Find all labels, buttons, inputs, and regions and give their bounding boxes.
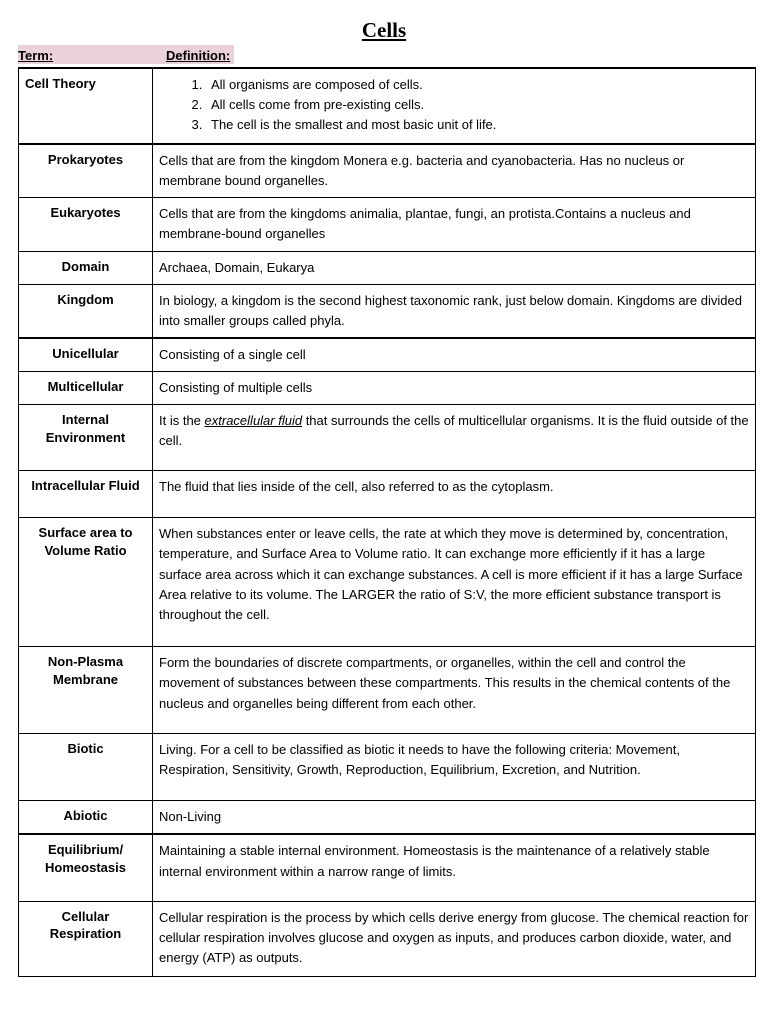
term-cell: Biotic — [19, 734, 153, 801]
term-cell: Non-Plasma Membrane — [19, 647, 153, 734]
table-row — [19, 734, 756, 801]
table-row — [19, 372, 756, 405]
definition-cell: When substances enter or leave cells, the rate at which they move is determined by, concentration, temperature, and Surface Area to Volume ratio. It can exchange more efficiently if it has a large surface area across which it can exchange substances. A cell is more efficient if it has a large Surface Area relative to its volume. The LARGER the ratio of S:V, the more efficient substance transport is throughout the cell. — [153, 518, 756, 647]
term-cell: Kingdom — [19, 284, 153, 338]
table-row — [19, 801, 756, 835]
list-item: 3. The cell is the smallest and most basic unit of life. — [206, 115, 749, 135]
term-column-header: Term: — [18, 48, 54, 63]
term-cell: Prokaryotes — [19, 144, 153, 198]
definition-text-start: It is the — [159, 413, 205, 429]
term-cell: Equilibrium/ Homeostasis — [19, 834, 153, 901]
definition-column-header: Definition: — [166, 48, 231, 63]
glossary-table — [18, 67, 756, 977]
definition-cell: Cellular respiration is the process by which cells derive energy from glucose. The chemical reaction for cellular respiration involves glucose and oxygen as inputs, and produces carbon dioxide, water, and energy (ATP) as outputs. — [153, 901, 756, 976]
term-cell: Cellular Respiration — [19, 901, 153, 976]
definition-cell: Consisting of a single cell — [153, 338, 756, 372]
term-cell: Cell Theory — [19, 68, 153, 144]
definition-cell: Archaea, Domain, Eukarya — [153, 251, 756, 284]
term-cell: Abiotic — [19, 801, 153, 835]
definition-cell: In biology, a kingdom is the second highest taxonomic rank, just below domain. Kingdoms are divided into smaller groups called phyla. — [153, 284, 756, 338]
definition-cell — [153, 405, 756, 471]
column-header-bar — [18, 45, 234, 64]
definition-cell: Cells that are from the kingdom Monera e.g. bacteria and cyanobacteria. Has no nucleus or membrane bound organelles. — [153, 144, 756, 198]
table-row — [19, 251, 756, 284]
definition-cell: Consisting of multiple cells — [153, 372, 756, 405]
definition-cell: The fluid that lies inside of the cell, also referred to as the cytoplasm. — [153, 471, 756, 518]
definition-cell: Cells that are from the kingdoms animalia, plantae, fungi, an protista.Contains a nucleus and membrane-bound organelles — [153, 198, 756, 251]
term-cell: Intracellular Fluid — [19, 471, 153, 518]
table-row — [19, 405, 756, 471]
table-row — [19, 198, 756, 251]
table-row — [19, 518, 756, 647]
definition-cell: Form the boundaries of discrete compartments, or organelles, within the cell and control the movement of substances between these compartments. This results in the chemical contents of the nucleus and organelles being different from each other. — [153, 647, 756, 734]
term-cell: Domain — [19, 251, 153, 284]
table-row — [19, 471, 756, 518]
term-cell: Surface area to Volume Ratio — [19, 518, 153, 647]
term-cell: Unicellular — [19, 338, 153, 372]
definition-cell: Living. For a cell to be classified as biotic it needs to have the following criteria: Movement, Respiration, Sensitivity, Growth, Reproduction, Equilibrium, Excretion, and Nutrition. — [153, 734, 756, 801]
definition-cell: Maintaining a stable internal environment. Homeostasis is the maintenance of a relatively stable internal environment within a narrow range of limits. — [153, 834, 756, 901]
table-row — [19, 647, 756, 734]
definition-cell — [153, 68, 756, 144]
term-cell: Internal Environment — [19, 405, 153, 471]
term-cell: Eukaryotes — [19, 198, 153, 251]
extracellular-fluid-emphasis: extracellular fluid — [204, 413, 303, 429]
list-item: 1. All organisms are composed of cells. — [206, 75, 749, 95]
definition-cell: Non-Living — [153, 801, 756, 835]
table-row — [19, 834, 756, 901]
table-row — [19, 901, 756, 976]
table-row — [19, 338, 756, 372]
definition-text-end: that surrounds the cells of multicellular organisms. It is the fluid outside of the cell. — [159, 413, 749, 449]
table-row — [19, 284, 756, 338]
table-row — [19, 144, 756, 198]
cell-theory-list — [159, 75, 749, 135]
term-cell: Multicellular — [19, 372, 153, 405]
list-item: 2. All cells come from pre-existing cells. — [206, 95, 749, 115]
page-title: Cells — [361, 18, 407, 42]
table-row-cell-theory — [19, 68, 756, 144]
